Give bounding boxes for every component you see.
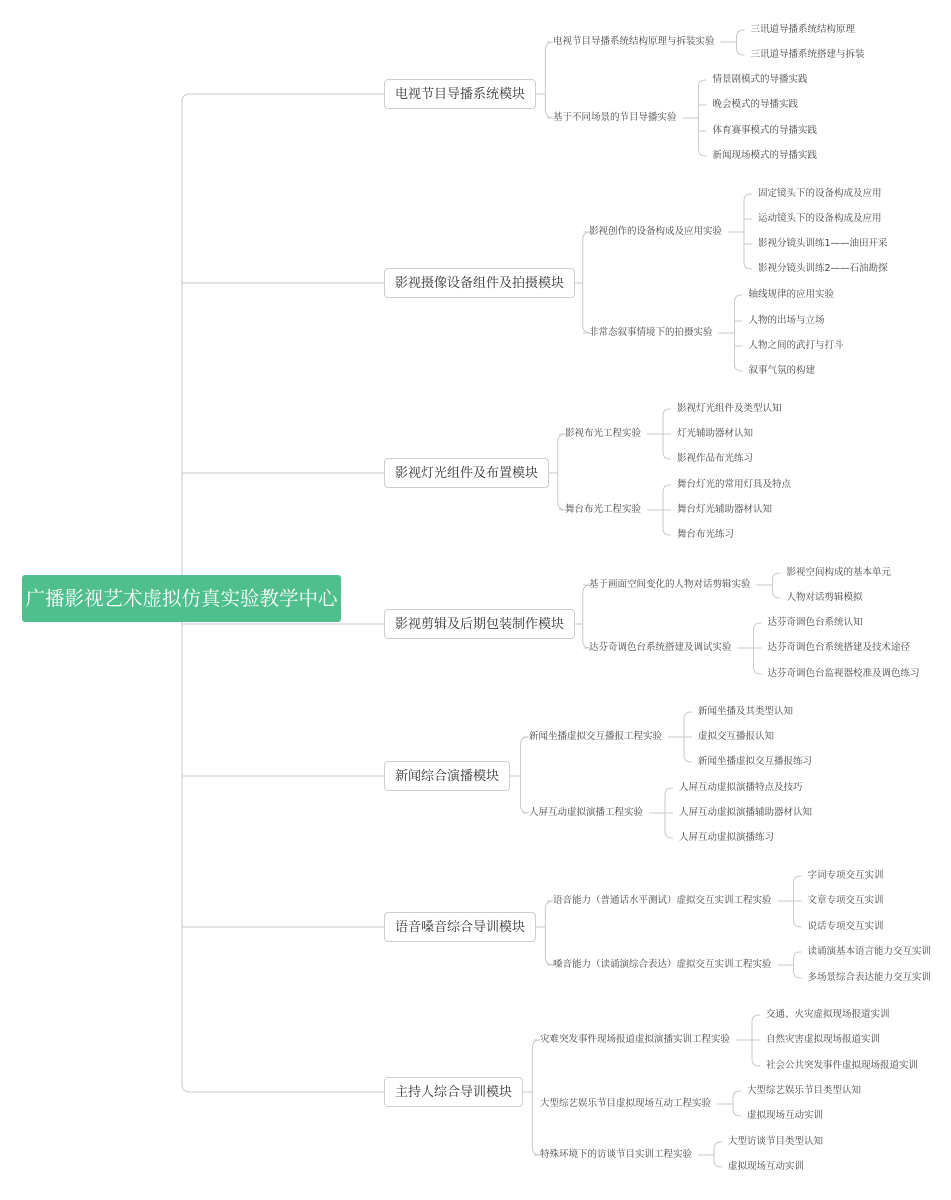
module-node[interactable]: 主持人综合导训模块	[384, 1077, 523, 1107]
leaf-node[interactable]: 情景剧模式的导播实践	[712, 74, 808, 85]
leaf-node[interactable]: 字词专项交互实训	[807, 870, 884, 881]
leaf-node[interactable]: 人物的出场与立场	[748, 315, 825, 326]
connector	[752, 1059, 760, 1066]
leaf-node[interactable]: 虚拟现场互动实训	[728, 1161, 805, 1172]
connector	[735, 364, 743, 371]
leaf-node[interactable]: 说话专项交互实训	[807, 921, 884, 932]
leaf-node[interactable]: 舞台灯光的常用灯具及特点	[677, 479, 792, 490]
leaf-node[interactable]: 虚拟交互播报认知	[698, 731, 775, 742]
leaf-node[interactable]: 人屏互动虚拟演播特点及技巧	[679, 782, 803, 793]
leaf-node[interactable]: 影视空间构成的基本单元	[786, 567, 892, 578]
leaf-node[interactable]: 舞台布光练习	[677, 529, 735, 540]
leaf-node[interactable]: 多场景综合表达能力交互实训	[807, 972, 932, 983]
leaf-node[interactable]: 舞台灯光辅助器材认知	[677, 504, 773, 515]
leaf-node[interactable]: 社会公共突发事件虚拟现场报道实训	[766, 1060, 919, 1071]
module-node[interactable]: 语音嗓音综合导训模块	[384, 912, 536, 942]
connector	[663, 409, 671, 416]
leaf-node[interactable]: 读诵演基本语言能力交互实训	[807, 946, 932, 957]
leaf-node[interactable]: 人物之间的武打与打斗	[748, 340, 844, 351]
leaf-node[interactable]: 影视作品布光练习	[677, 453, 754, 464]
leaf-node[interactable]: 达芬奇调色台系统搭建及技术途径	[767, 642, 911, 653]
connector	[714, 1160, 722, 1167]
connector	[773, 573, 781, 580]
leaf-node[interactable]: 新闻坐播虚拟交互播报练习	[698, 756, 813, 767]
module-node[interactable]: 影视摄像设备组件及拍摄模块	[384, 268, 575, 298]
connector	[699, 149, 707, 156]
connector	[773, 591, 781, 598]
leaf-node[interactable]: 达芬奇调色台监视器校准及调色练习	[767, 668, 920, 679]
leaf-node[interactable]: 三讯道导播系统搭建与拆装	[750, 49, 865, 60]
topic-node[interactable]: 人屏互动虚拟演播工程实验	[529, 807, 644, 818]
connector	[737, 48, 745, 55]
topic-node[interactable]: 灾难突发事件现场报道虚拟演播实训工程实验	[540, 1034, 731, 1045]
topic-node[interactable]: 舞台布光工程实验	[565, 504, 642, 515]
leaf-node[interactable]: 自然灾害虚拟现场报道实训	[766, 1034, 881, 1045]
topic-node[interactable]: 非常态叙事情境下的拍摄实验	[589, 327, 713, 338]
leaf-node[interactable]: 人屏互动虚拟演播辅助器材认知	[679, 807, 813, 818]
leaf-node[interactable]: 大型综艺娱乐节目类型认知	[747, 1085, 862, 1096]
connector	[665, 831, 673, 838]
leaf-node[interactable]: 灯光辅助器材认知	[677, 428, 754, 439]
connector	[182, 1084, 384, 1092]
leaf-node[interactable]: 交通、火灾虚拟现场报道实训	[766, 1009, 890, 1020]
topic-node[interactable]: 语音能力（普通话水平测试）虚拟交互实训工程实验	[553, 895, 772, 906]
topic-node[interactable]: 影视创作的设备构成及应用实验	[589, 226, 723, 237]
connector	[733, 1109, 741, 1116]
connector	[752, 1015, 760, 1022]
leaf-node[interactable]: 大型访谈节目类型认知	[728, 1136, 824, 1147]
connector	[663, 452, 671, 459]
leaf-node[interactable]: 叙事气氛的构建	[748, 365, 816, 376]
connector	[735, 295, 743, 302]
leaf-node[interactable]: 虚拟现场互动实训	[747, 1110, 824, 1121]
root-node[interactable]: 广播影视艺术虚拟仿真实验教学中心	[22, 575, 341, 622]
topic-node[interactable]: 嗓音能力（读诵演综合表达）虚拟交互实训工程实验	[553, 959, 772, 970]
leaf-node[interactable]: 影视灯光组件及类型认知	[677, 403, 782, 414]
connector	[794, 876, 802, 883]
leaf-node[interactable]: 影视分镜头训练2——石油勘探	[758, 263, 888, 274]
topic-node[interactable]: 达芬奇调色台系统搭建及调试实验	[589, 642, 732, 653]
connector	[520, 737, 528, 745]
leaf-node[interactable]: 文章专项交互实训	[807, 895, 884, 906]
connector	[744, 262, 752, 269]
leaf-node[interactable]: 运动镜头下的设备构成及应用	[758, 213, 882, 224]
module-node[interactable]: 影视灯光组件及布置模块	[384, 458, 549, 488]
leaf-node[interactable]: 轴线规律的应用实验	[748, 289, 835, 300]
leaf-node[interactable]: 新闻坐播及其类型认知	[698, 706, 794, 717]
topic-node[interactable]: 基于不同场景的节目导播实验	[553, 112, 677, 123]
connector	[182, 94, 384, 102]
connector	[699, 80, 707, 87]
connector	[794, 971, 802, 978]
leaf-node[interactable]: 达芬奇调色台系统认知	[767, 617, 863, 628]
topic-node[interactable]: 影视布光工程实验	[565, 428, 642, 439]
connector	[744, 194, 752, 201]
connector	[520, 805, 528, 813]
leaf-node[interactable]: 固定镜头下的设备构成及应用	[758, 188, 882, 199]
leaf-node[interactable]: 人屏互动虚拟演播练习	[679, 832, 775, 843]
connector	[754, 667, 762, 674]
module-node[interactable]: 电视节目导播系统模块	[384, 79, 536, 109]
connector	[663, 528, 671, 535]
module-node[interactable]: 影视剪辑及后期包装制作模块	[384, 609, 575, 639]
leaf-node[interactable]: 人物对话剪辑模拟	[786, 592, 863, 603]
connector	[684, 755, 692, 762]
leaf-node[interactable]: 新闻现场模式的导播实践	[712, 150, 818, 161]
connector	[714, 1142, 722, 1149]
topic-node[interactable]: 新闻坐播虚拟交互播报工程实验	[529, 731, 663, 742]
connector	[684, 712, 692, 719]
connector	[794, 952, 802, 959]
topic-node[interactable]: 特殊环境下的访谈节目实训工程实验	[540, 1149, 693, 1160]
connector	[663, 485, 671, 492]
topic-node[interactable]: 基于画面空间变化的人物对话剪辑实验	[589, 579, 751, 590]
connector	[754, 623, 762, 630]
connector	[737, 30, 745, 37]
leaf-node[interactable]: 三讯道导播系统结构原理	[750, 24, 856, 35]
leaf-node[interactable]: 体育赛事模式的导播实践	[712, 125, 818, 136]
leaf-node[interactable]: 影视分镜头训练1——油田开采	[758, 238, 888, 249]
connector	[733, 1091, 741, 1098]
leaf-node[interactable]: 晚会模式的导播实践	[712, 99, 799, 110]
topic-node[interactable]: 电视节目导播系统结构原理与拆装实验	[553, 36, 715, 47]
module-node[interactable]: 新闻综合演播模块	[384, 761, 510, 791]
topic-node[interactable]: 大型综艺娱乐节目虚拟现场互动工程实验	[540, 1098, 712, 1109]
connector	[665, 788, 673, 795]
connector	[794, 920, 802, 927]
